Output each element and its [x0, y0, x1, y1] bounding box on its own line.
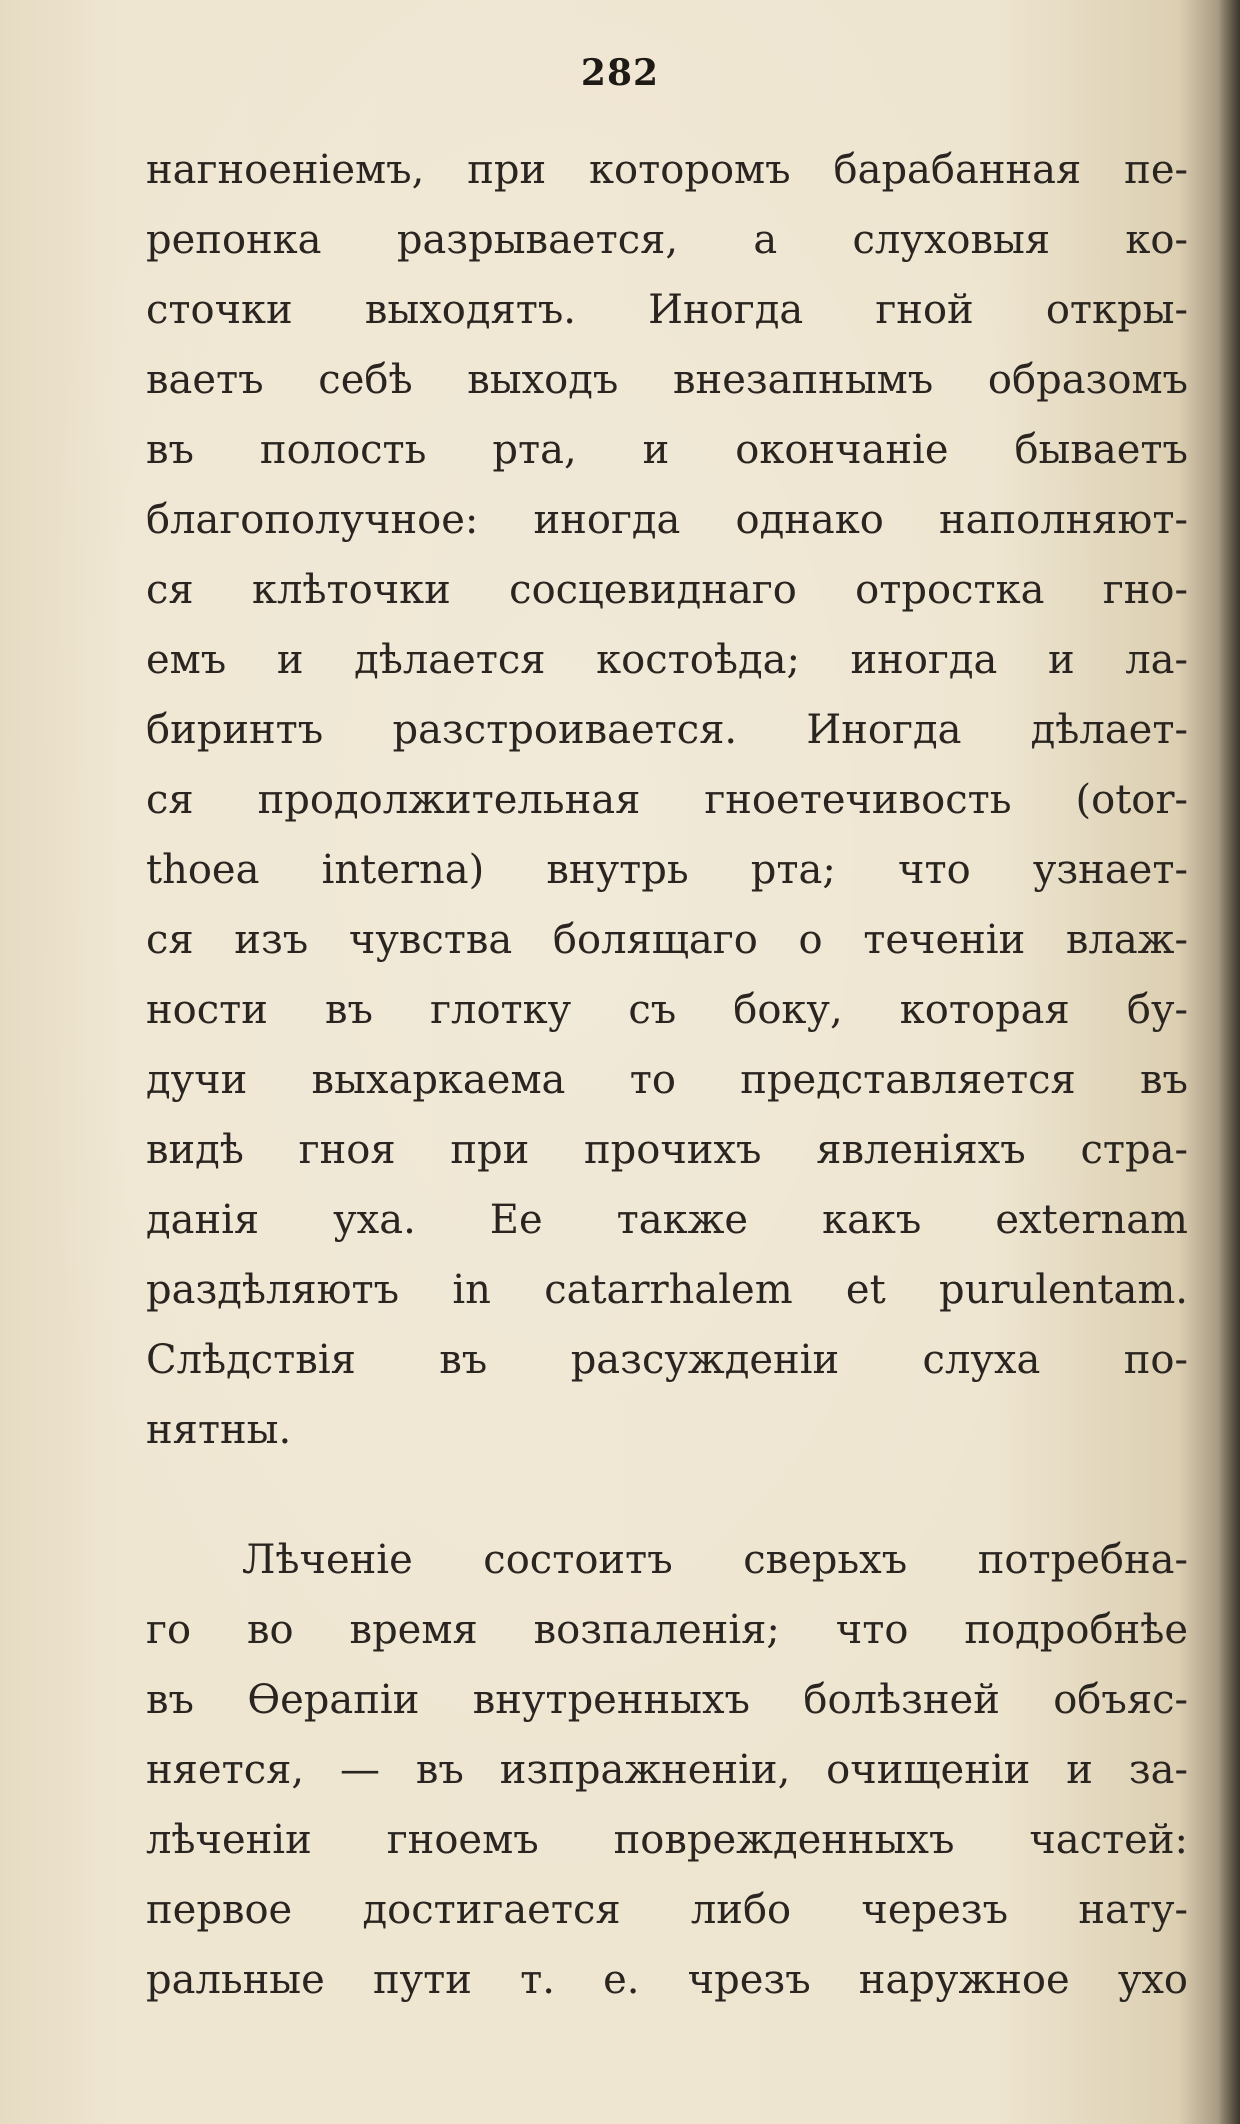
- paragraph-2: [146, 1525, 1188, 2015]
- text-line: данія уха. Ее также какъ externam: [146, 1197, 1188, 1243]
- text-line: ся изъ чувства болящаго о теченіи влаж-: [146, 917, 1188, 963]
- text-line: нагноеніемъ, при которомъ барабанная пе-: [146, 147, 1188, 193]
- text-line: Лѣченіе состоитъ сверьхъ потребна-: [242, 1537, 1188, 1583]
- text-line: видѣ гноя при прочихъ явленіяхъ стра-: [146, 1127, 1188, 1173]
- text-line: лѣченіи гноемъ поврежденныхъ частей:: [146, 1817, 1188, 1863]
- text-line: ся продолжительная гноетечивость (otor-: [146, 777, 1188, 823]
- text-line: въ полость рта, и окончаніе бываетъ: [146, 427, 1188, 473]
- text-line: благополучное: иногда однако наполняют-: [146, 497, 1188, 543]
- text-line: нятны.: [146, 1407, 292, 1453]
- text-line: няется, — въ изпражненіи, очищеніи и за-: [146, 1747, 1188, 1793]
- paragraph-1: [146, 135, 1188, 1465]
- text-line: биринтъ разстроивается. Иногда дѣлает-: [146, 707, 1188, 753]
- text-line: дучи выхаркаема то представляется въ: [146, 1057, 1188, 1103]
- page-gutter-shadow: [1218, 0, 1240, 2124]
- text-line: thoea interna) внутрь рта; что узнает-: [146, 847, 1188, 893]
- text-line: ся клѣточки сосцевиднаго отростка гно-: [146, 567, 1188, 613]
- text-line: въ Ѳерапіи внутренныхъ болѣзней объяс-: [146, 1677, 1188, 1723]
- text-line: раздѣляютъ in catarrhalem et purulentam.: [146, 1267, 1188, 1313]
- text-line: репонка разрывается, а слуховыя ко-: [146, 217, 1188, 263]
- text-line: ваетъ себѣ выходъ внезапнымъ образомъ: [146, 357, 1188, 403]
- page-number: 282: [580, 52, 660, 94]
- text-line: Слѣдствія въ разсужденіи слуха по-: [146, 1337, 1188, 1383]
- text-line: ральные пути т. е. чрезъ наружное ухо: [146, 1957, 1188, 2003]
- text-line: го во время возпаленія; что подробнѣе: [146, 1607, 1188, 1653]
- text-line: емъ и дѣлается костоѣда; иногда и ла-: [146, 637, 1188, 683]
- text-line: ности въ глотку съ боку, которая бу-: [146, 987, 1188, 1033]
- text-line: первое достигается либо черезъ нату-: [146, 1887, 1188, 1933]
- text-line: сточки выходятъ. Иногда гной откры-: [146, 287, 1188, 333]
